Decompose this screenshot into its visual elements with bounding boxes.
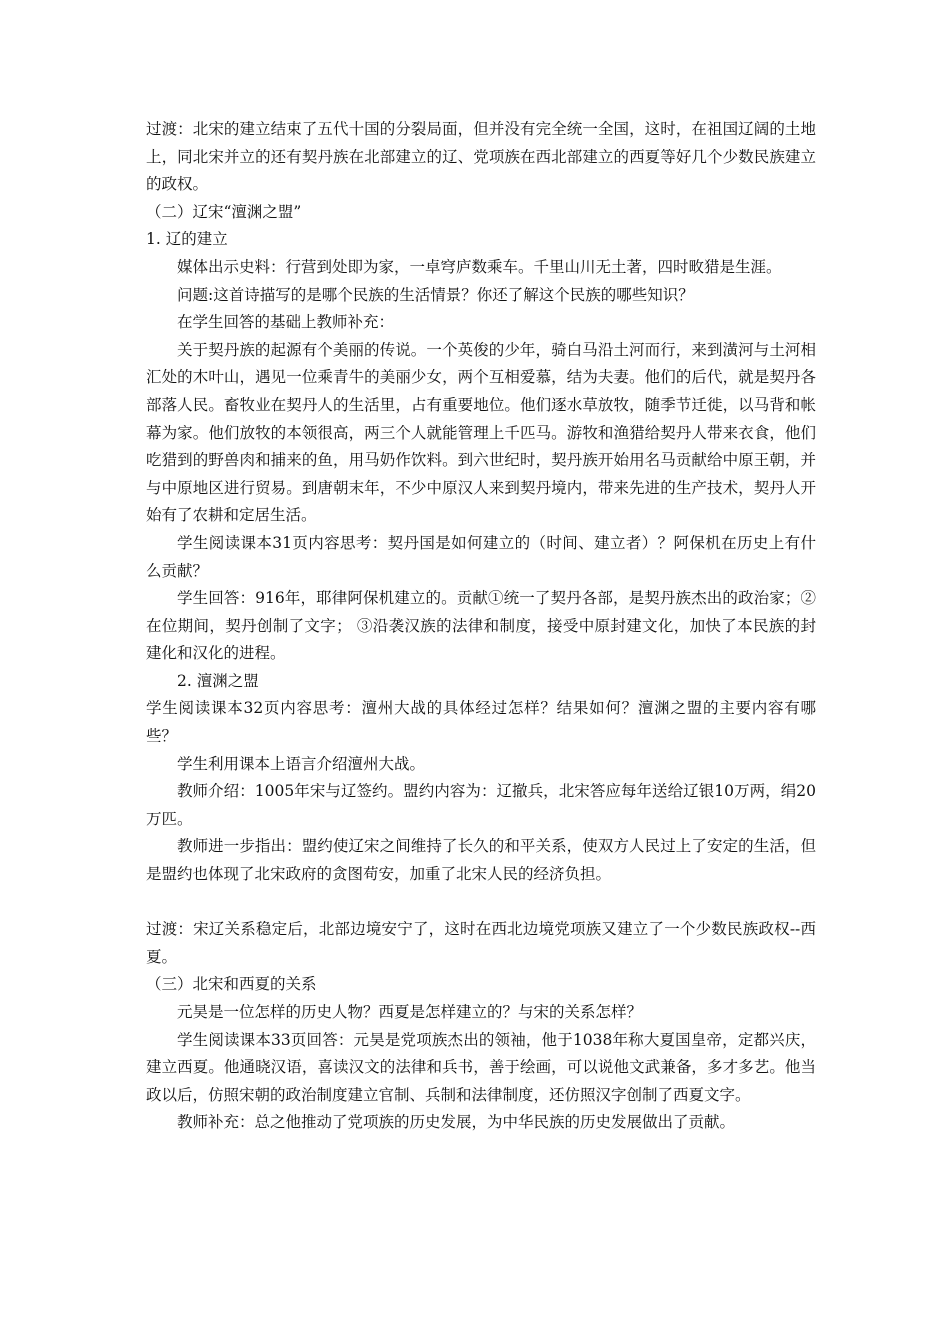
student-answer-paragraph-1: 学生回答：916年，耶律阿保机建立的。贡献①统一了契丹各部，是契丹族杰出的政治家；②在位期间，契丹创制了文字； ③沿袭汉族的法律和制度，接受中原封建文化，加快了本民族的封建化和汉化的进程。	[146, 589, 816, 663]
historical-source-paragraph: 媒体出示史料：行营到处即为家，一卓穹庐数乘车。千里山川无土著，四时畋猎是生涯。	[177, 257, 782, 276]
transition-paragraph-1: 过渡：北宋的建立结束了五代十国的分裂局面，但并没有完全统一全国，这时，在祖国辽阔的土地上，同北宋并立的还有契丹族在北部建立的辽、党项族在西北部建立的西夏等好几个少数民族建立的政权。	[146, 120, 816, 194]
reading-task-paragraph-1: 学生阅读课本31页内容思考：契丹国是如何建立的（时间、建立者）？阿保机在历史上有什么贡献？	[146, 533, 816, 580]
khitan-legend-paragraph: 关于契丹族的起源有个美丽的传说。一个英俊的少年，骑白马沿土河而行，来到潢河与土河相汇处的木叶山，遇见一位乘青牛的美丽少女，两个互相爱慕，结为夫妻。他们的后代，就是契丹各部落人民。畜牧业在契丹人的生活里，占有重要地位。他们逐水草放牧，随季节迁徙，以马背和帐幕为家。他们放牧的本领很高，两三个人就能管理上千匹马。游牧和渔猎给契丹人带来衣食，他们吃猎到的野兽肉和捕来的鱼，用马奶作饮料。到六世纪时，契丹族开始用名马贡献给中原王朝，并与中原地区进行贸易。到唐朝末年，不少中原汉人来到契丹境内，带来先进的生产技术，契丹人开始有了农耕和定居生活。	[146, 340, 816, 525]
subheading-chanyuan: 2. 澶渊之盟	[177, 671, 259, 690]
teacher-further-paragraph: 教师进一步指出：盟约使辽宋之间维持了长久的和平关系，使双方人民过上了安定的生活，但是盟约也体现了北宋政府的贪图苟安，加重了北宋人民的经济负担。	[146, 837, 816, 884]
question-paragraph: 问题:这首诗描写的是哪个民族的生活情景？你还了解这个民族的哪些知识？	[177, 285, 694, 304]
blank-line	[146, 889, 816, 917]
subheading-liao-founding: 1. 辽的建立	[146, 230, 228, 249]
question-yuanhao: 元昊是一位怎样的历史人物？西夏是怎样建立的？与宋的关系怎样？	[177, 1003, 643, 1021]
transition-paragraph-2: 过渡：宋辽关系稳定后，北部边境安宁了，这时在西北边境党项族又建立了一个少数民族政权--西夏。	[146, 920, 816, 966]
teacher-intro-treaty: 教师介绍：1005年宋与辽签约。盟约内容为：辽撤兵，北宋答应每年送给辽银10万两，绢20万匹。	[146, 782, 816, 828]
teacher-supplement-paragraph: 教师补充：总之他推动了党项族的历史发展，为中华民族的历史发展做出了贡献。	[177, 1113, 736, 1132]
document-page	[146, 116, 816, 1137]
reading-task-paragraph-2: 学生阅读课本32页内容思考：澶州大战的具体经过怎样？结果如何？澶渊之盟的主要内容有哪些？	[146, 699, 816, 746]
teacher-supplement-intro: 在学生回答的基础上教师补充：	[177, 313, 395, 332]
section-heading-liao-song: （二）辽宋“澶渊之盟”	[146, 202, 302, 221]
section-heading-song-xixia: （三）北宋和西夏的关系	[146, 975, 317, 994]
student-intro-paragraph: 学生利用课本上语言介绍澶州大战。	[177, 754, 426, 773]
student-answer-paragraph-2: 学生阅读课本33页回答：元昊是党项族杰出的领袖，他于1038年称大夏国皇帝，定都兴庆，建立西夏。他通晓汉语，喜读汉文的法律和兵书，善于绘画，可以说他文武兼备，多才多艺。他当政以后，仿照宋朝的政治制度建立官制、兵制和法律制度，还仿照汉字创制了西夏文字。	[146, 1030, 816, 1104]
